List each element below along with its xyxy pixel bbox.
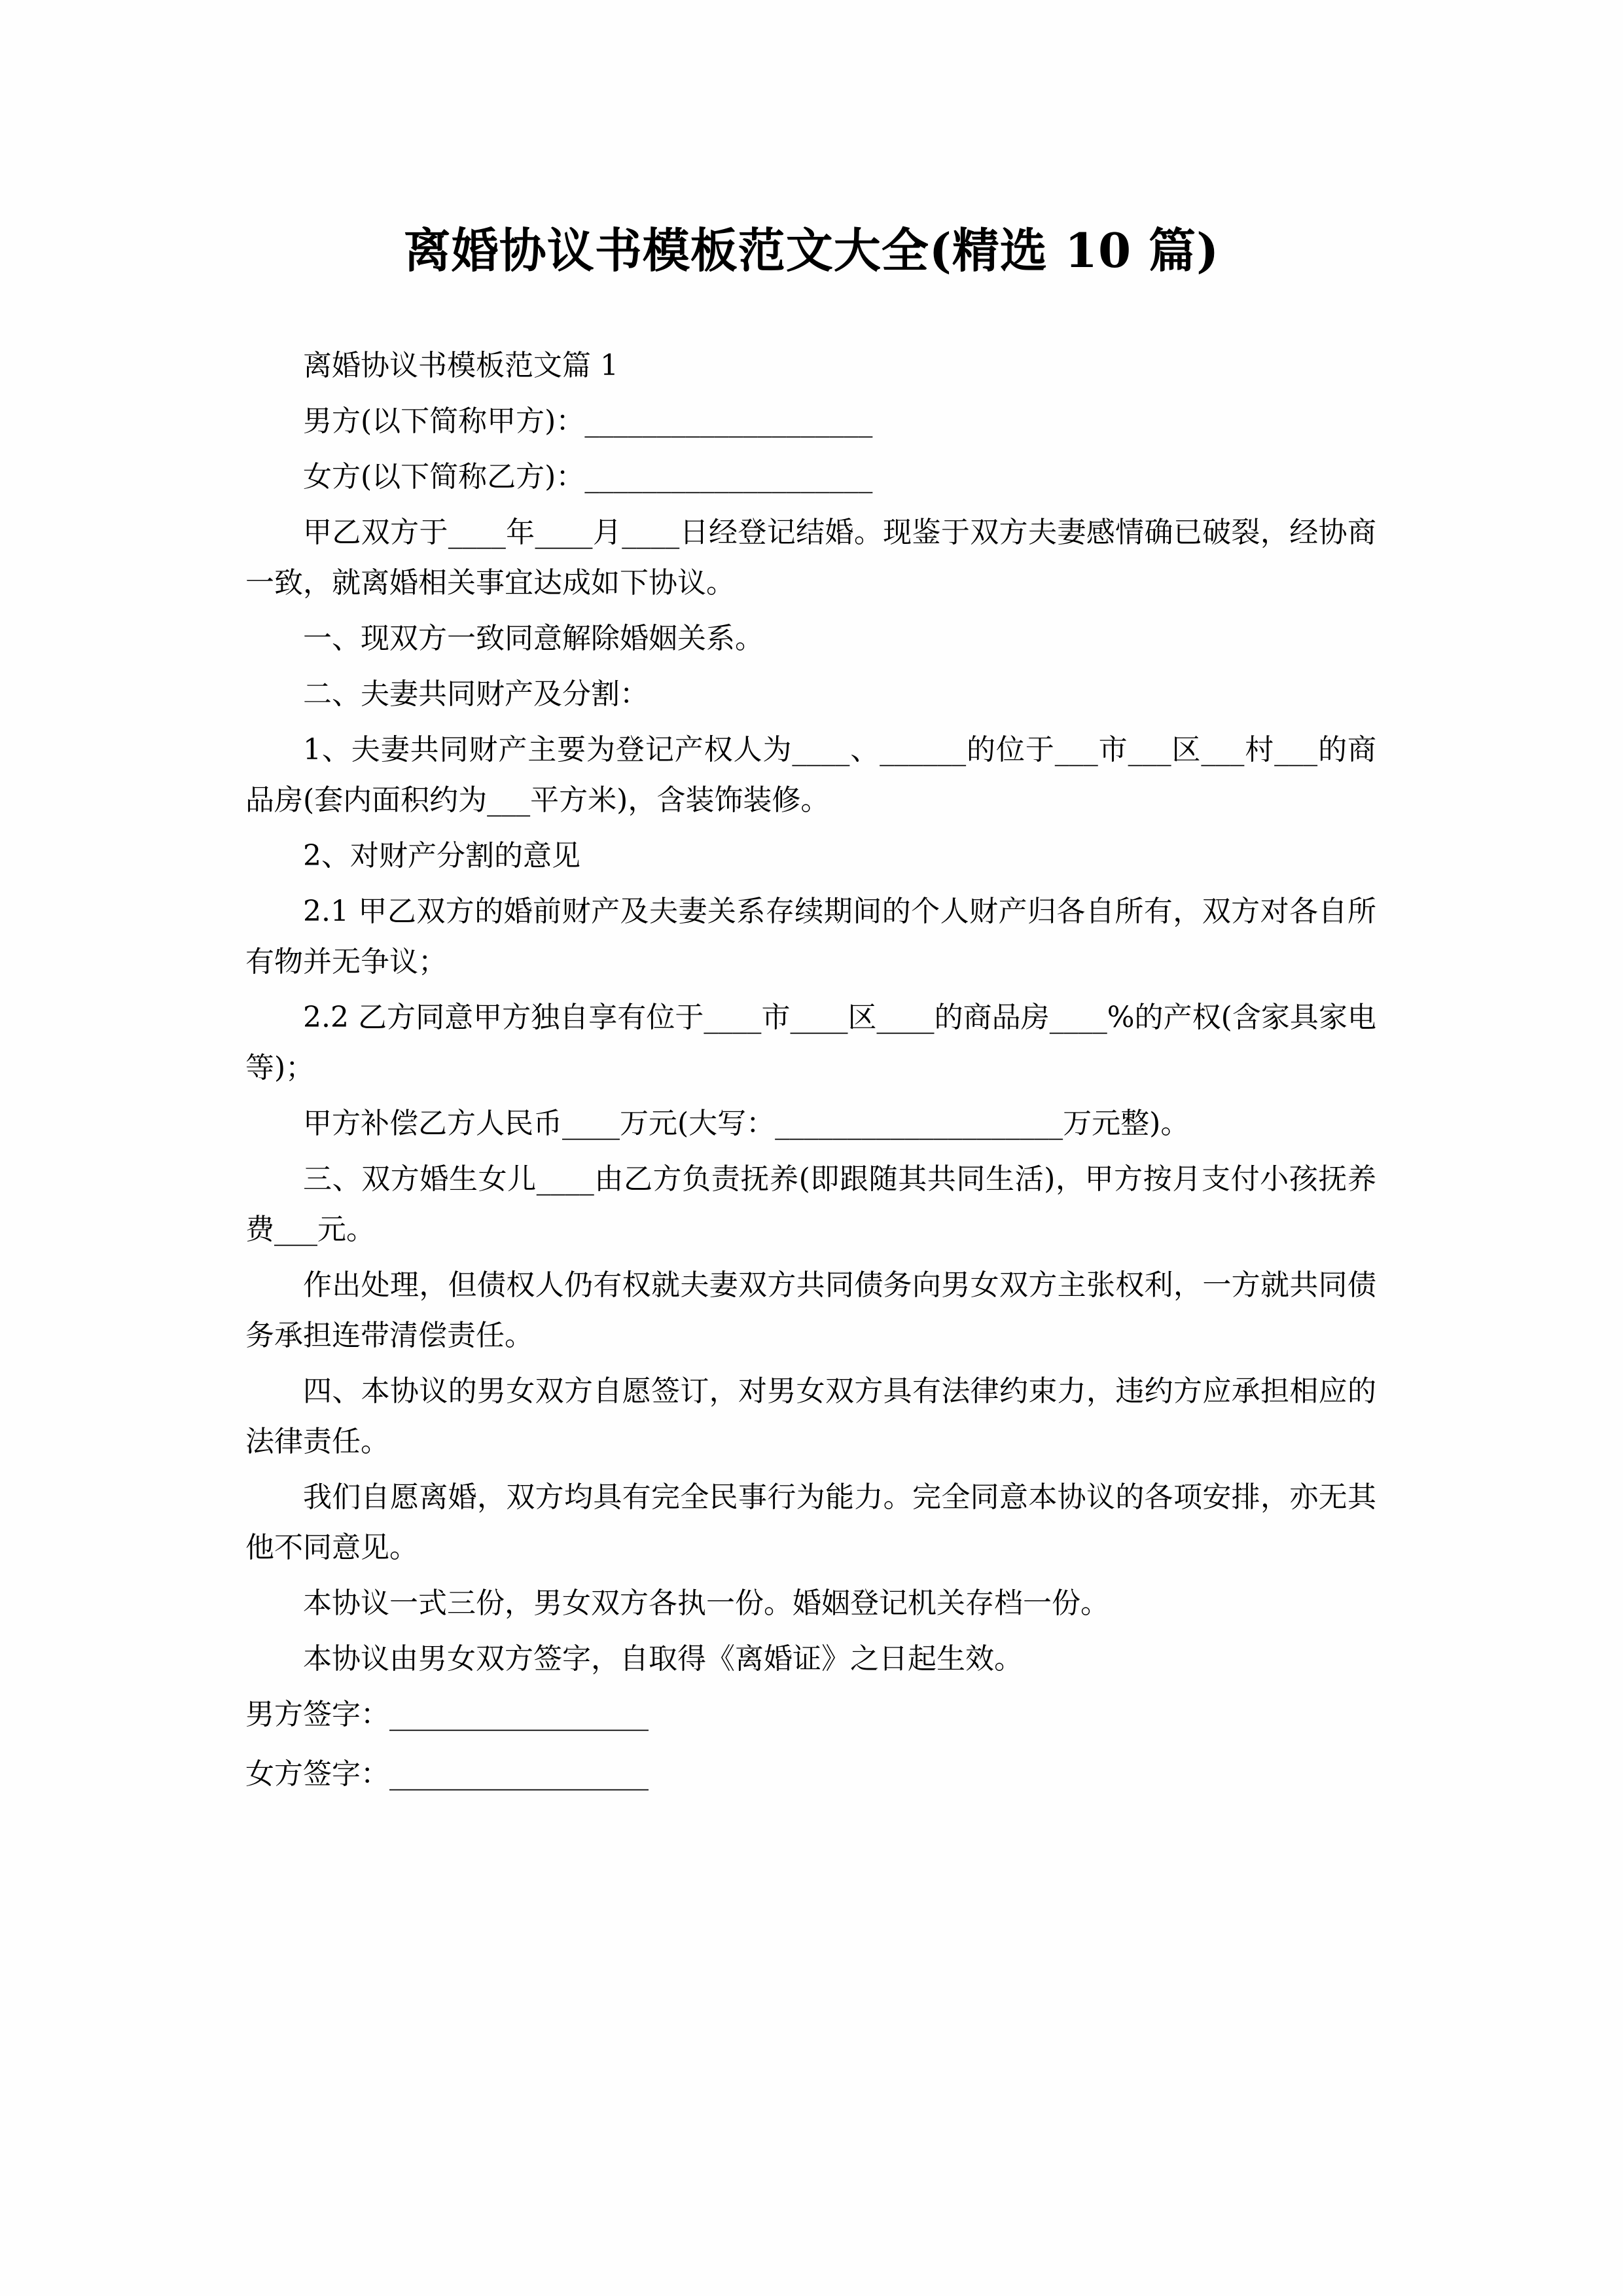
clause-one: 一、现双方一致同意解除婚姻关系。 <box>303 622 764 655</box>
effective-date-paragraph: 本协议由男女双方签字，自取得《离婚证》之日起生效。 <box>303 1642 1023 1676</box>
compensation-line: 甲方补偿乙方人民币____万元(大写：____________________万元整)。 <box>303 1107 1190 1140</box>
party-female-line: 女方(以下简称乙方)：____________________ <box>303 460 873 493</box>
debt-handling-paragraph: 作出处理，但债权人仍有权就夫妻双方共同债务向男女双方主张权利，一方就共同债务承担连带清偿责任。 <box>245 1268 1376 1352</box>
sample-heading: 离婚协议书模板范文篇 1 <box>303 349 618 382</box>
party-male-line: 男方(以下简称甲方)：____________________ <box>303 404 873 438</box>
clause-two-point-two: 2.2 乙方同意甲方独自享有位于____市____区____的商品房____%的产权(含家具家电等)； <box>245 1001 1376 1085</box>
clause-two-heading: 二、夫妻共同财产及分割： <box>303 677 649 711</box>
clause-two-point-one: 2.1 甲乙双方的婚前财产及夫妻关系存续期间的个人财产归各自所有，双方对各自所有物并无争议； <box>245 895 1376 978</box>
clause-three: 三、双方婚生女儿____由乙方负责抚养(即跟随其共同生活)，甲方按月支付小孩抚养费___元。 <box>245 1162 1376 1246</box>
clause-two-item-one: 1、夫妻共同财产主要为登记产权人为____、______的位于___市___区___村___的商品房(套内面积约为___平方米)，含装饰装修。 <box>245 733 1376 817</box>
document-body <box>245 340 1376 1799</box>
marriage-registration-paragraph: 甲乙双方于____年____月____日经登记结婚。现鉴于双方夫妻感情确已破裂，经协商一致，就离婚相关事宜达成如下协议。 <box>245 516 1376 600</box>
signature-female-line: 女方签字：__________________ <box>245 1757 649 1791</box>
page-title: 离婚协议书模板范文大全(精选 10 篇) <box>403 223 1220 279</box>
clause-two-item-two-heading: 2、对财产分割的意见 <box>303 839 580 872</box>
signature-male-line: 男方签字：__________________ <box>245 1698 649 1731</box>
voluntary-divorce-paragraph: 我们自愿离婚，双方均具有完全民事行为能力。完全同意本协议的各项安排，亦无其他不同意见。 <box>245 1480 1376 1564</box>
clause-four: 四、本协议的男女双方自愿签订，对男女双方具有法律约束力，违约方应承担相应的法律责任。 <box>245 1374 1376 1458</box>
copies-paragraph: 本协议一式三份，男女双方各执一份。婚姻登记机关存档一份。 <box>303 1587 1109 1620</box>
